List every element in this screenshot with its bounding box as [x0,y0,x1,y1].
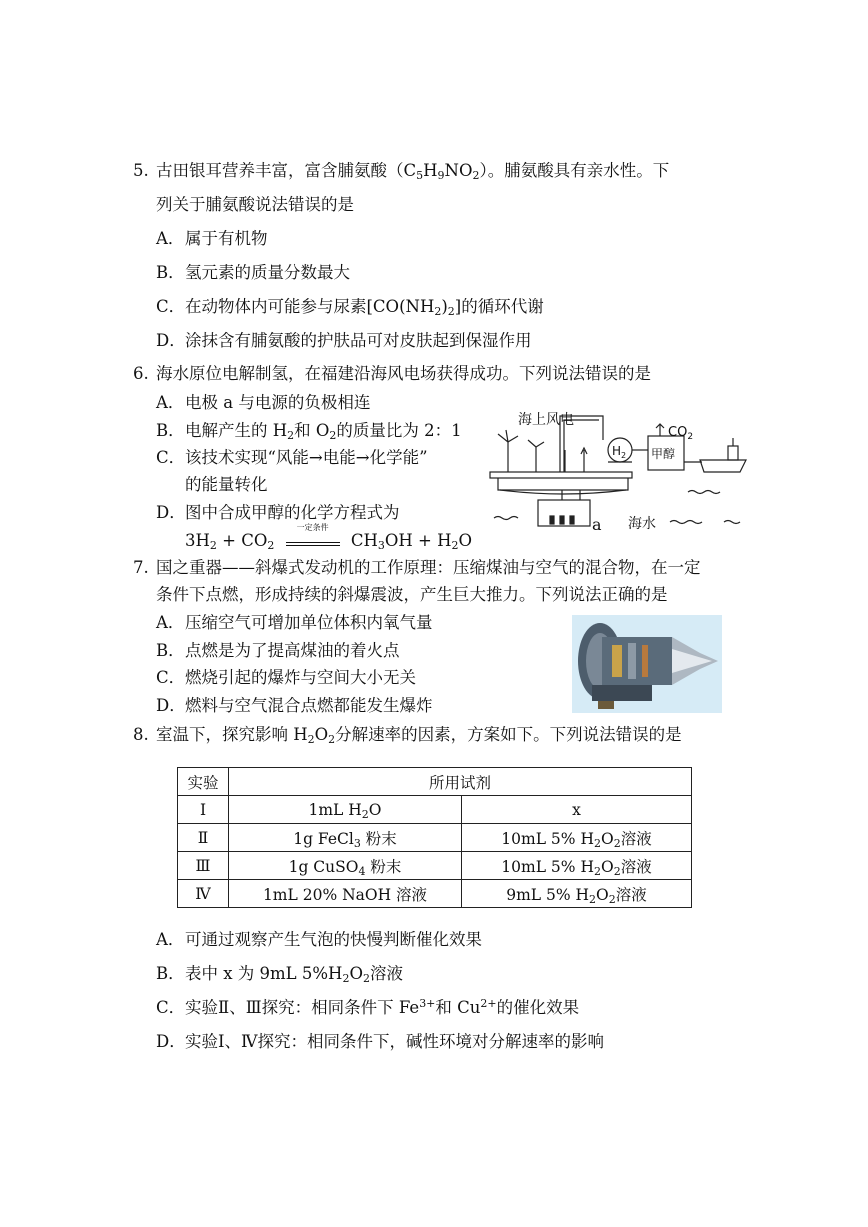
q5-stem-line2: 列关于脯氨酸说法错误的是 [156,195,354,214]
reagent-2: 9mL 5% $H_2O_2$溶液 [462,880,692,908]
q6-figure-drawing [488,402,752,538]
row-id: Ⅲ [178,852,229,880]
engine-drawing [572,615,722,713]
label-electrode-a: a [592,515,602,534]
reagent-1: 1g FeCl$_3$ 粉末 [229,824,462,852]
table-row [178,852,692,880]
q5-number: 5. [133,161,149,180]
q8-option-b: B．表中 x 为 9mL $5\%H_2O_2$溶液 [156,964,403,985]
q8-option-a: A．可通过观察产生气泡的快慢判断催化效果 [156,930,482,949]
q6-stem: 6. 海水原位电解制氢，在福建沿海风电场获得成功。下列说法错误的是 [133,364,651,383]
table-row [178,880,692,908]
q8-option-c: C．实验Ⅱ、Ⅲ探究：相同条件下 $Fe^{3+}$和 $Cu^{2+}$的催化效果 [156,997,580,1017]
reagent-1: 1mL 20% NaOH 溶液 [229,880,462,908]
q5-option-d: D．涂抹含有脯氨酸的护肤品可对皮肤起到保湿作用 [156,331,532,350]
q7-engine-image [572,615,722,713]
q5-option-c: C．在动物体内可能参与尿素$[CO(NH_2)_2]$的循环代谢 [156,297,544,318]
reagent-2: x [462,796,692,824]
q5-stem-line1: 5. 古田银耳营养丰富，富含脯氨酸$(C_5H_9NO_2)$。脯氨酸具有亲水性。下 [133,161,670,182]
q5-option-b: B．氢元素的质量分数最大 [156,263,350,282]
header-experiment: 实验 [178,768,229,796]
row-id: Ⅳ [178,880,229,908]
q6-option-c: C．该技术实现“风能→电能→化学能” [156,448,428,467]
row-id: Ⅰ [178,796,229,824]
q8-option-d: D．实验Ⅰ、Ⅳ探究：相同条件下，碱性环境对分解速率的影响 [156,1032,605,1051]
q8-experiment-table [177,767,692,908]
reagent-2: 10mL 5% $H_2O_2$溶液 [462,824,692,852]
q6-equation: $3H_2 + CO_2$ 一定条件 $CH_3OH + H_2O$ [185,523,473,552]
q6-option-b: B．电解产生的 $H_2$和 $O_2$的质量比为 2：1 [156,421,462,442]
label-co2: $CO_2$ [668,425,694,442]
reaction-condition-arrow: 一定条件 [286,532,340,546]
reagent-2: 10mL 5% $H_2O_2$溶液 [462,852,692,880]
q6-electrolysis-figure [488,402,752,538]
label-h2: $H_2$ [612,444,627,460]
label-methanol: 甲醇 [651,447,676,461]
q6-option-c-cont: 的能量转化 [185,475,268,494]
table-header-row [178,768,692,796]
q7-stem-line2: 条件下点燃，形成持续的斜爆震波，产生巨大推力。下列说法正确的是 [156,585,668,604]
q8-stem: 8. 室温下，探究影响 $H_2O_2$分解速率的因素，方案如下。下列说法错误的是 [133,725,682,746]
table-row [178,824,692,852]
q7-option-d: D．燃料与空气混合点燃都能发生爆炸 [156,696,433,715]
q7-option-a: A．压缩空气可增加单位体积内氧气量 [156,613,433,632]
q7-option-c: C．燃烧引起的爆炸与空间大小无关 [156,668,416,687]
row-id: Ⅱ [178,824,229,852]
q7-stem-line1: 7. 国之重器——斜爆式发动机的工作原理：压缩煤油与空气的混合物，在一定 [133,558,701,577]
q5-option-a: A．属于有机物 [156,229,268,248]
table-row [178,796,692,824]
label-seawater: 海水 [628,516,656,532]
q6-option-d: D．图中合成甲醇的化学方程式为 [156,503,400,522]
q6-option-a: A．电极 a 与电源的负极相连 [156,393,371,412]
reagent-1: 1mL $H_2O$ [229,796,462,824]
q7-option-b: B．点燃是为了提高煤油的着火点 [156,641,400,660]
reagent-1: 1g CuSO$_4$ 粉末 [229,852,462,880]
label-wind-power: 海上风电 [518,412,574,428]
header-reagents: 所用试剂 [229,768,692,796]
